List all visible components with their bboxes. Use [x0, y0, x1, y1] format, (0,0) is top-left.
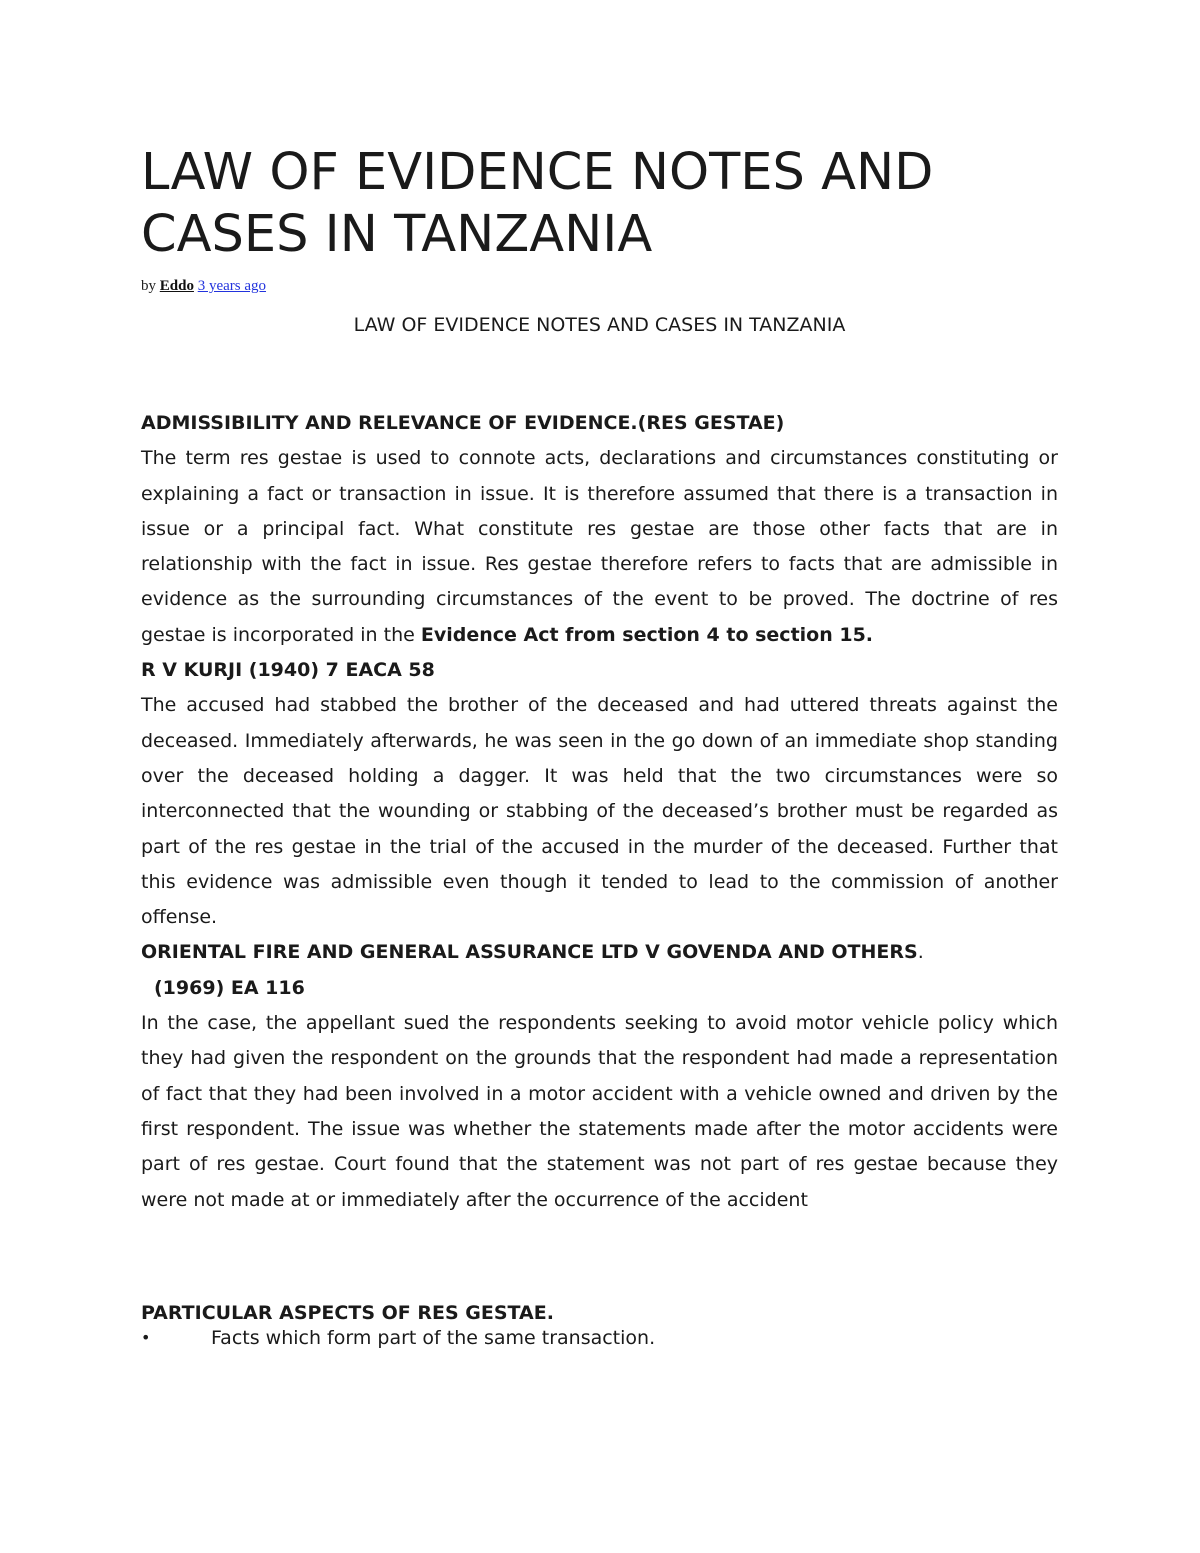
post-time-link[interactable]: 3 years ago	[197, 278, 267, 294]
res-gestae-intro-paragraph	[141, 441, 1058, 653]
case-title-kurji: R V KURJI (1940) 7 EACA 58	[141, 659, 435, 682]
author-link[interactable]: Eddo	[159, 278, 194, 294]
intro-text: The term res gestae is used to connote acts, declarations and circumstances constituting or explaining a fact or transaction in issue. It is therefore assumed that there is a transaction in issue or a principal fact. What constitute res gestae are those other facts that are in relationship with the fact in issue. Res gestae therefore refers to facts that are admissible in evidence as the surrounding circumstances of the event to be proved. The doctrine of res gestae is incorporated in the	[141, 447, 1058, 646]
byline-prefix: by	[141, 278, 156, 294]
case-summary-oriental-fire: In the case, the appellant sued the respondents seeking to avoid motor vehicle policy which they had given the respondent on the grounds that the respondent had made a representation of fact that they had been involved in a motor accident with a vehicle owned and driven by the first respondent. The issue was whether the statements made after the motor accidents were part of res gestae. Court found that the statement was not part of res gestae because they were not made at or immediately after the occurrence of the accident	[141, 1012, 1058, 1211]
list-item-text: Facts which form part of the same transaction.	[211, 1326, 656, 1349]
document-page	[141, 0, 1058, 1350]
document-title: LAW OF EVIDENCE NOTES AND CASES IN TANZANIA	[141, 143, 934, 264]
case-title-oriental-fire	[141, 935, 1058, 1006]
case-title-oriental-fire-text: ORIENTAL FIRE AND GENERAL ASSURANCE LTD V GOVENDA AND OTHERS	[141, 941, 918, 964]
evidence-act-reference: Evidence Act from section 4 to section 15.	[420, 623, 874, 646]
aspects-list	[141, 1326, 1058, 1350]
case-summary-kurji: The accused had stabbed the brother of the deceased and had uttered threats against the deceased. Immediately afterwards, he was seen in the go down of an immediate shop standing over the deceased holding a dagger. It was held that the two circumstances were so interconnected that the wounding or stabbing of the deceased’s brother must be regarded as part of the res gestae in the trial of the accused in the murder of the deceased. Further that this evidence was admissible even though it tended to lead to the commission of another offense.	[141, 694, 1058, 929]
section-heading-particular-aspects: PARTICULAR ASPECTS OF RES GESTAE.	[141, 1301, 554, 1324]
byline	[141, 276, 1058, 296]
bullet-icon: •	[141, 1327, 151, 1347]
section-heading-admissibility: ADMISSIBILITY AND RELEVANCE OF EVIDENCE.(RES GESTAE)	[141, 412, 785, 434]
document-subtitle: LAW OF EVIDENCE NOTES AND CASES IN TANZANIA	[353, 314, 846, 336]
case-title-punct: .	[917, 941, 924, 964]
case-citation-oriental-fire: (1969) EA 116	[154, 976, 305, 999]
list-item	[141, 1326, 1058, 1350]
